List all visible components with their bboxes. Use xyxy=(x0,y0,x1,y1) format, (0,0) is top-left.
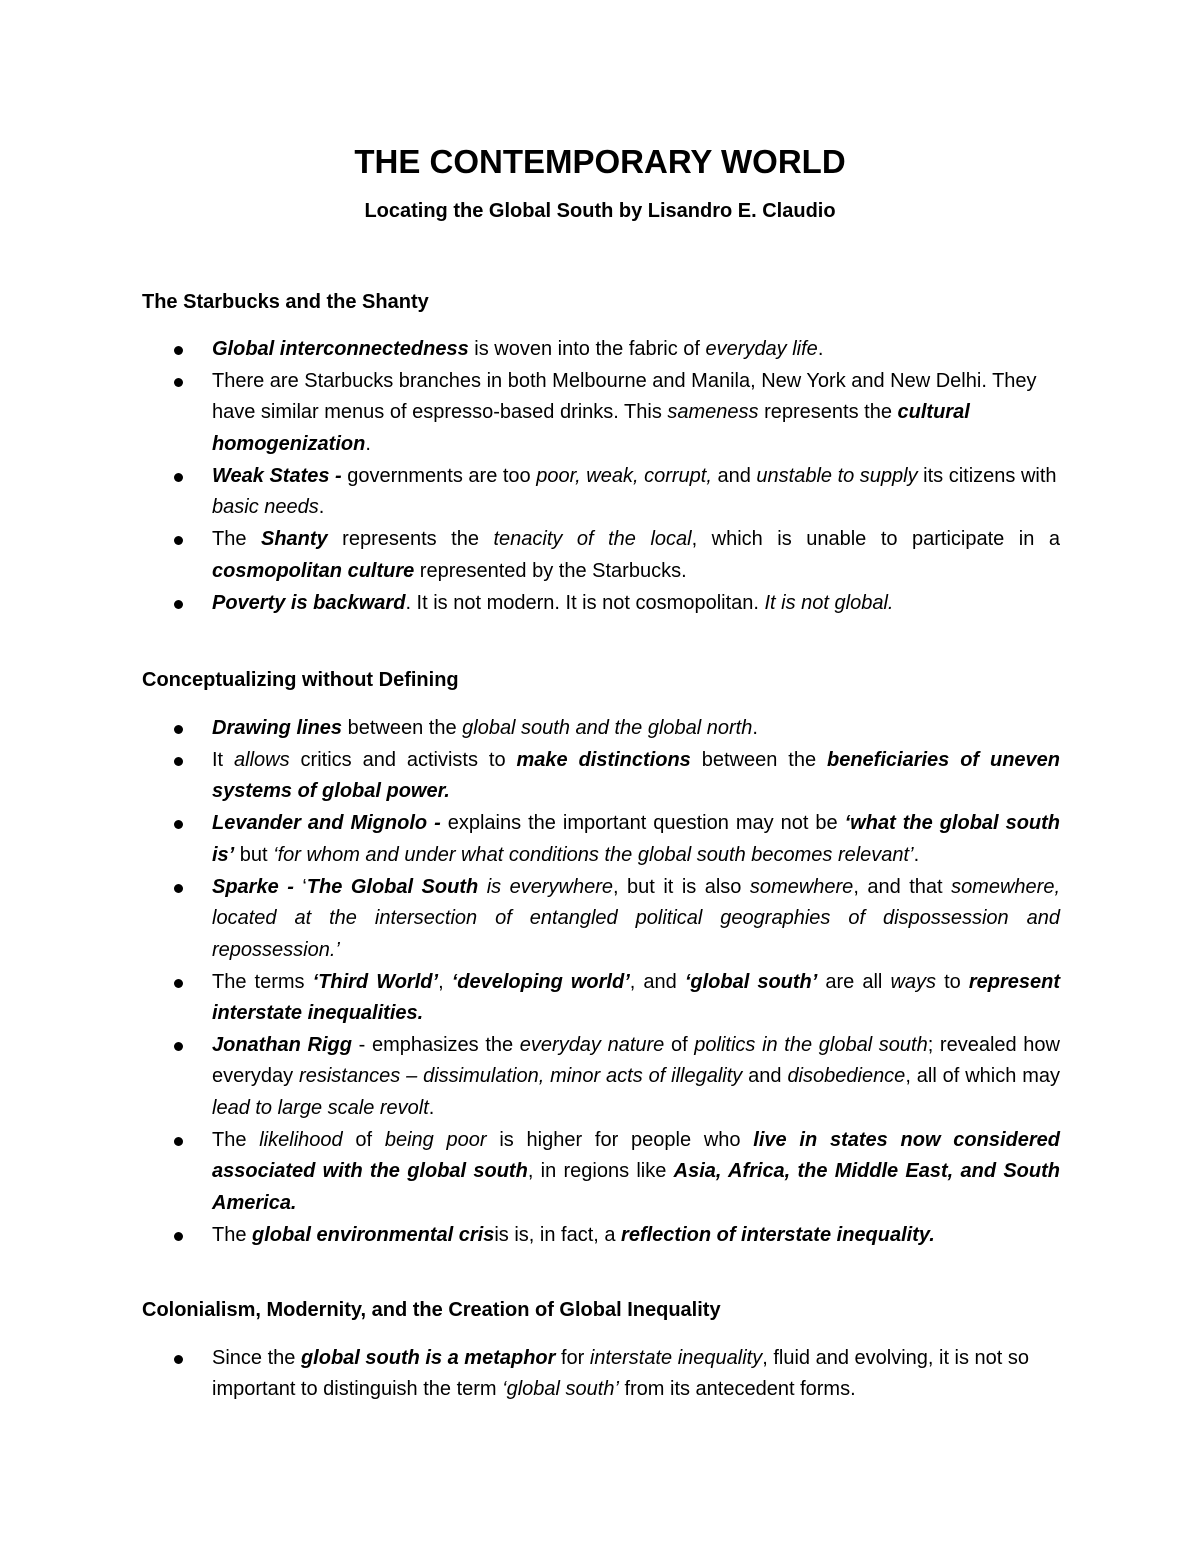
text-run: somewhere xyxy=(749,875,854,898)
list-item xyxy=(142,334,1060,365)
text-run: reflection of interstate inequality. xyxy=(621,1223,935,1246)
list-item xyxy=(142,745,1060,808)
text-run: everyday nature xyxy=(519,1034,665,1057)
text-run: is everywhere xyxy=(478,875,613,898)
list-item xyxy=(142,713,1060,744)
text-run: Global interconnectedness xyxy=(212,338,469,360)
bullet-list-colonialism xyxy=(142,1343,1060,1406)
text-run: . xyxy=(318,496,325,519)
bullet-icon xyxy=(174,1232,183,1241)
text-run: sameness xyxy=(667,401,759,424)
text-run: between the xyxy=(690,749,827,771)
text-run: explains the important question may not be xyxy=(440,812,845,835)
text-run: ‘ xyxy=(293,875,307,898)
text-run: ‘Third World’ xyxy=(312,970,439,993)
text-run: ; revealed how everyday xyxy=(212,1034,1060,1088)
text-run: , xyxy=(438,970,452,993)
text-run: everyday life xyxy=(705,338,818,360)
text-run: and xyxy=(711,464,757,487)
text-run: are all xyxy=(817,970,891,993)
text-run: ‘for whom and under what conditions the global south becomes relevant’ xyxy=(273,843,914,866)
text-run: represented by the Starbucks. xyxy=(414,559,687,582)
section-heading-colonialism: Colonialism, Modernity, and the Creation of Global Inequality xyxy=(142,1299,721,1321)
text-run: Weak States - xyxy=(212,464,342,487)
bullet-icon xyxy=(174,1355,183,1364)
text-run: unstable to supply xyxy=(756,464,918,487)
list-item xyxy=(142,366,1060,460)
text-run: between the xyxy=(342,717,463,739)
text-run: , which is unable to participate in a xyxy=(691,528,1060,551)
bullet-icon xyxy=(174,1042,183,1051)
text-run: represents the xyxy=(758,401,898,424)
text-run: global south is a metaphor xyxy=(300,1347,556,1369)
text-run: Sparke - xyxy=(212,875,294,898)
text-run: to xyxy=(936,970,969,993)
bullet-icon xyxy=(174,979,183,988)
text-run: The xyxy=(212,528,261,551)
text-run: The xyxy=(212,1223,253,1246)
text-run: Since the xyxy=(212,1347,301,1369)
text-run: ‘developing world’ xyxy=(451,970,630,993)
list-item xyxy=(142,808,1060,871)
bullet-icon xyxy=(174,1137,183,1146)
document-subtitle: Locating the Global South by Lisandro E. Claudio xyxy=(364,200,836,222)
text-run: is is, in fact, a xyxy=(494,1223,622,1246)
text-run: allows xyxy=(234,749,290,771)
bullet-list-conceptualizing xyxy=(142,713,1060,1252)
bullet-icon xyxy=(174,820,183,829)
bullet-icon xyxy=(174,884,183,893)
text-run: . xyxy=(913,843,920,866)
text-run: lead to large scale revolt xyxy=(212,1096,429,1119)
text-run: ways xyxy=(890,970,937,993)
list-item xyxy=(142,1125,1060,1219)
text-run: make distinctions xyxy=(516,749,691,771)
text-run: ‘what the global south is’ xyxy=(212,812,1061,866)
bullet-icon xyxy=(174,536,183,545)
text-run: The terms xyxy=(212,970,313,993)
text-run: global environmental cris xyxy=(252,1223,495,1246)
text-run: ‘global south’ xyxy=(502,1378,619,1401)
text-run: - emphasizes the xyxy=(351,1034,520,1057)
text-run: , but it is also xyxy=(613,875,750,898)
text-run: global south and the global north xyxy=(462,717,753,739)
text-run: The Global South xyxy=(306,875,479,898)
text-run: . xyxy=(428,1096,435,1119)
text-run: , and xyxy=(629,970,685,993)
text-run: governments are too xyxy=(341,464,537,487)
document-title: THE CONTEMPORARY WORLD xyxy=(354,143,846,180)
text-run: It is not global. xyxy=(764,591,894,614)
text-run: its citizens with xyxy=(917,464,1057,487)
text-run: tenacity of the local xyxy=(493,528,692,551)
text-run: for xyxy=(555,1347,590,1369)
text-run: The xyxy=(212,1128,260,1151)
text-run: disobedience xyxy=(787,1065,906,1088)
text-run: of xyxy=(664,1034,695,1057)
text-run: beneficiaries of uneven systems of global power. xyxy=(212,749,1061,803)
bullet-icon xyxy=(174,378,183,387)
text-run: basic needs xyxy=(212,496,319,519)
text-run: is woven into the fabric of xyxy=(468,338,706,360)
text-run: Jonathan Rigg xyxy=(212,1034,352,1057)
text-run: being poor xyxy=(384,1128,487,1151)
section-heading-conceptualizing: Conceptualizing without Defining xyxy=(142,669,459,691)
list-item xyxy=(142,872,1060,966)
text-run: politics in the global south xyxy=(694,1034,928,1057)
text-run: cultural homogenization xyxy=(212,401,970,455)
text-run: , fluid and evolving, it is not so important to distinguish the term xyxy=(212,1347,1030,1401)
list-item xyxy=(142,461,1060,524)
bullet-list-starbucks-shanty xyxy=(142,334,1060,620)
text-run: from its antecedent forms. xyxy=(618,1378,856,1401)
text-run: is higher for people who xyxy=(486,1128,754,1151)
text-run: , all of which may xyxy=(905,1065,1061,1088)
text-run: . It is not modern. It is not cosmopolitan. xyxy=(405,591,765,614)
text-run: . xyxy=(365,432,371,455)
bullet-icon xyxy=(174,473,183,482)
bullet-icon xyxy=(174,600,183,609)
list-item xyxy=(142,588,1060,619)
bullet-icon xyxy=(174,757,183,766)
text-run: represent interstate inequalities. xyxy=(212,970,1060,1025)
text-run: poor, weak, corrupt, xyxy=(536,464,712,487)
text-run: live in states now considered associated with the global south xyxy=(212,1128,1060,1183)
list-item xyxy=(142,1343,1060,1406)
text-run: , in regions like xyxy=(527,1160,674,1183)
text-run: but xyxy=(234,843,274,866)
text-run: Levander and Mignolo - xyxy=(212,812,441,835)
section-heading-starbucks-shanty: The Starbucks and the Shanty xyxy=(142,291,429,313)
list-item xyxy=(142,1030,1060,1124)
text-run: and xyxy=(742,1065,788,1088)
text-run: There are Starbucks branches in both Melbourne and Manila, New York and New Delhi. They have similar menus of espresso-based drinks. This xyxy=(212,370,1037,424)
text-run: resistances – dissimulation, minor acts of illegality xyxy=(299,1065,743,1088)
text-run: likelihood xyxy=(259,1128,343,1151)
text-run: , and that xyxy=(853,875,952,898)
text-run: somewhere, located at the intersection of entangled political geographies of dispossession and repossession.’ xyxy=(212,875,1060,961)
bullet-icon xyxy=(174,346,183,355)
text-run: critics and activists to xyxy=(289,749,517,771)
list-item xyxy=(142,1220,1060,1251)
text-run: represents the xyxy=(327,528,494,551)
text-run: cosmopolitan culture xyxy=(212,559,415,582)
text-run: ‘global south’ xyxy=(684,970,818,993)
text-run: . xyxy=(752,717,758,739)
text-run: Drawing lines xyxy=(212,717,343,739)
text-run: of xyxy=(342,1128,385,1151)
text-run: Asia, Africa, the Middle East, and South America. xyxy=(212,1160,1060,1214)
text-run: It xyxy=(212,749,235,771)
text-run: . xyxy=(817,338,824,360)
text-run: Poverty is backward xyxy=(212,591,406,614)
list-item xyxy=(142,967,1060,1030)
text-run: interstate inequality xyxy=(589,1347,763,1369)
text-run: Shanty xyxy=(260,528,328,551)
list-item xyxy=(142,524,1060,587)
bullet-icon xyxy=(174,725,183,734)
